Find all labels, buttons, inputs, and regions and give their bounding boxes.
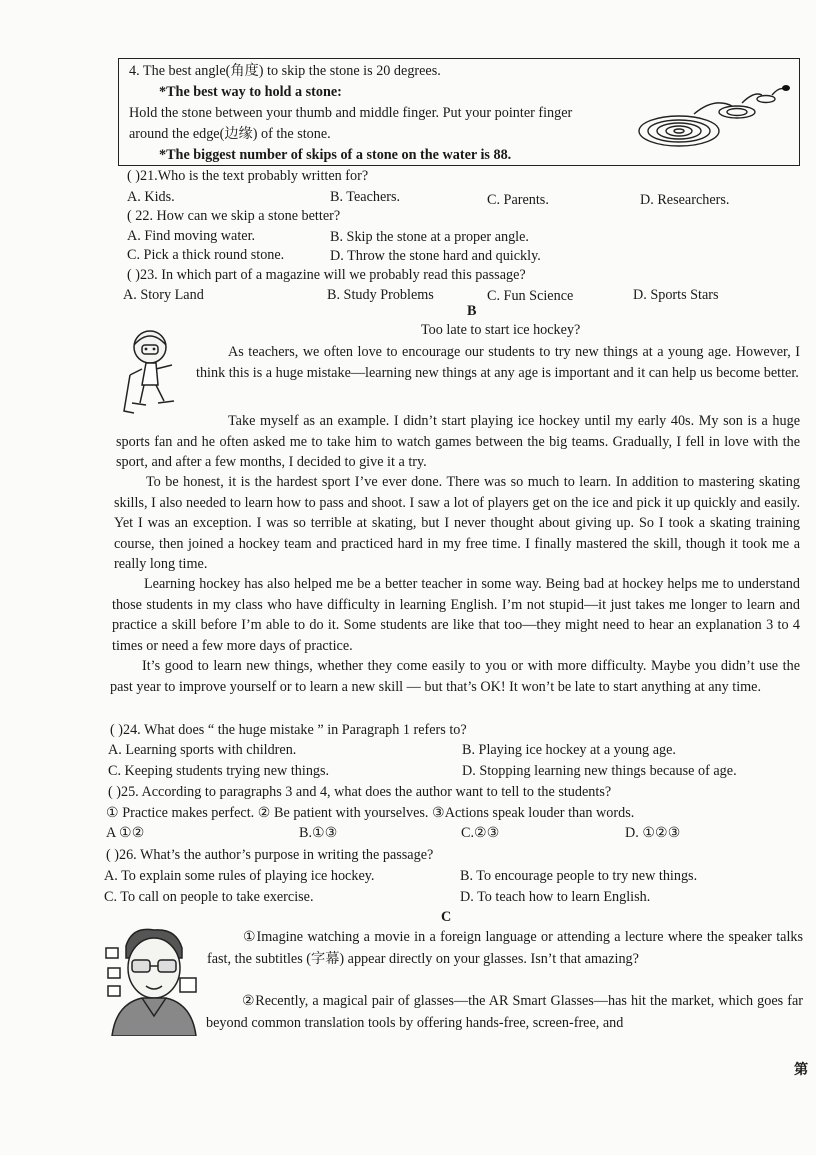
section-b-paragraph-1: As teachers, we often love to encourage our students to try new things at a young age. However, I think this is a huge mistake—learning new things at any age is important and it can help us become better. — [196, 344, 800, 381]
question-22-stem: ( 22. How can we skip a stone better? — [127, 208, 341, 224]
question-24-stem: ( )24. What does “ the huge mistake ” in Paragraph 1 refers to? — [110, 722, 467, 738]
q21-option-b: B. Teachers. — [330, 189, 401, 205]
hold-line-2: around the edge(边缘) of the stone. — [129, 126, 331, 142]
fact-box — [118, 58, 800, 166]
question-25-stem: ( )25. According to paragraphs 3 and 4, what does the author want to tell to the students? — [108, 784, 612, 800]
q25-option-c: C.②③ — [461, 825, 500, 841]
q25-option-d: D. ①②③ — [625, 825, 681, 841]
section-c-label: C — [441, 909, 452, 925]
q22-option-c: C. Pick a thick round stone. — [127, 247, 285, 263]
q25-option-b: B.①③ — [299, 825, 338, 841]
q24-option-d: D. Stopping learning new things because of age. — [462, 763, 737, 779]
q26-option-a: A. To explain some rules of playing ice hockey. — [104, 868, 375, 884]
q23-option-a: A. Story Land — [123, 287, 204, 303]
question-26-stem: ( )26. What’s the author’s purpose in writing the passage? — [106, 847, 434, 863]
section-b-paragraph-5: It’s good to learn new things, whether they come easily to you or with more difficulty. Maybe you didn’t use the past year to improve yourself or to learn a new skill — but that’s OK! It won’t be late to start anything at any time. — [110, 658, 800, 695]
q22-option-a: A. Find moving water. — [127, 228, 256, 244]
section-c-paragraph-2: ②Recently, a magical pair of glasses—the AR Smart Glasses—has hit the market, which goes far beyond common translation tools by offering hands-free, screen-free, and — [206, 993, 803, 1031]
section-b-paragraph-4: Learning hockey has also helped me be a better teacher in some way. Being bad at hockey helps me to understand those students in my class who have difficulty in learning English. I’m not stupid—it just takes me longer to learn and practice a skill before I’m able to do it. Some students are like that too—they might need to hear an explanation 3 to 4 times or need a few more days of practice. — [112, 576, 800, 654]
fact-4: 4. The best angle(角度) to skip the stone is 20 degrees. — [129, 63, 441, 79]
q25-option-a: A ①② — [106, 825, 145, 841]
q23-option-c: C. Fun Science — [487, 288, 574, 304]
section-b-label: B — [467, 303, 477, 319]
ice-hockey-player-icon — [118, 325, 186, 417]
section-b-title: Too late to start ice hockey? — [421, 322, 581, 338]
question-21-stem: ( )21.Who is the text probably written for? — [127, 168, 369, 184]
page-mark: 第 — [794, 1062, 809, 1078]
q26-option-d: D. To teach how to learn English. — [460, 889, 651, 905]
q21-option-a: A. Kids. — [127, 189, 175, 205]
question-23-stem: ( )23. In which part of a magazine will we probably read this passage? — [127, 267, 526, 283]
q24-option-b: B. Playing ice hockey at a young age. — [462, 742, 676, 758]
q26-option-c: C. To call on people to take exercise. — [104, 889, 314, 905]
hold-line-1: Hold the stone between your thumb and middle finger. Put your pointer finger — [129, 105, 573, 121]
q25-statements: ① Practice makes perfect. ② Be patient with yourselves. ③Actions speak louder than words. — [106, 805, 635, 821]
skips-heading: *The biggest number of skips of a stone on the water is 88. — [159, 147, 512, 163]
q21-option-d: D. Researchers. — [640, 192, 730, 208]
water-ripples-icon — [634, 79, 794, 151]
q23-option-b: B. Study Problems — [327, 287, 434, 303]
q22-option-b: B. Skip the stone at a proper angle. — [330, 229, 529, 245]
q21-option-c: C. Parents. — [487, 192, 549, 208]
q23-option-d: D. Sports Stars — [633, 287, 719, 303]
section-c-paragraph-1: ①Imagine watching a movie in a foreign language or attending a lecture where the speaker talks fast, the subtitles (字幕) appear directly on your glasses. Isn’t that amazing? — [207, 929, 803, 967]
man-with-glasses-icon — [102, 924, 202, 1036]
section-b-paragraph-3: To be honest, it is the hardest sport I’ve ever done. There was so much to learn. In addition to mastering skating skills, I also needed to learn how to pass and shoot. I saw a lot of players get on the ice and pick it up quickly and easily. Yet I was an exception. I was so terrible at skating, but I never thought about giving up. So I took a skating training course, then joined a hockey team and practiced hard in my free time. I finally mastered the skill, though it took me a really long time. — [114, 474, 800, 572]
q24-option-c: C. Keeping students trying new things. — [108, 763, 330, 779]
q24-option-a: A. Learning sports with children. — [108, 742, 297, 758]
q26-option-b: B. To encourage people to try new things. — [460, 868, 698, 884]
section-b-paragraph-2: Take myself as an example. I didn’t start playing ice hockey until my early 40s. My son is a huge sports fan and he often asked me to take him to watch games between the big teams. Gradually, I fell in love with the sport, and after a few months, I decided to give it a try. — [116, 413, 800, 470]
q22-option-d: D. Throw the stone hard and quickly. — [330, 248, 541, 264]
hold-heading: *The best way to hold a stone: — [159, 84, 342, 100]
